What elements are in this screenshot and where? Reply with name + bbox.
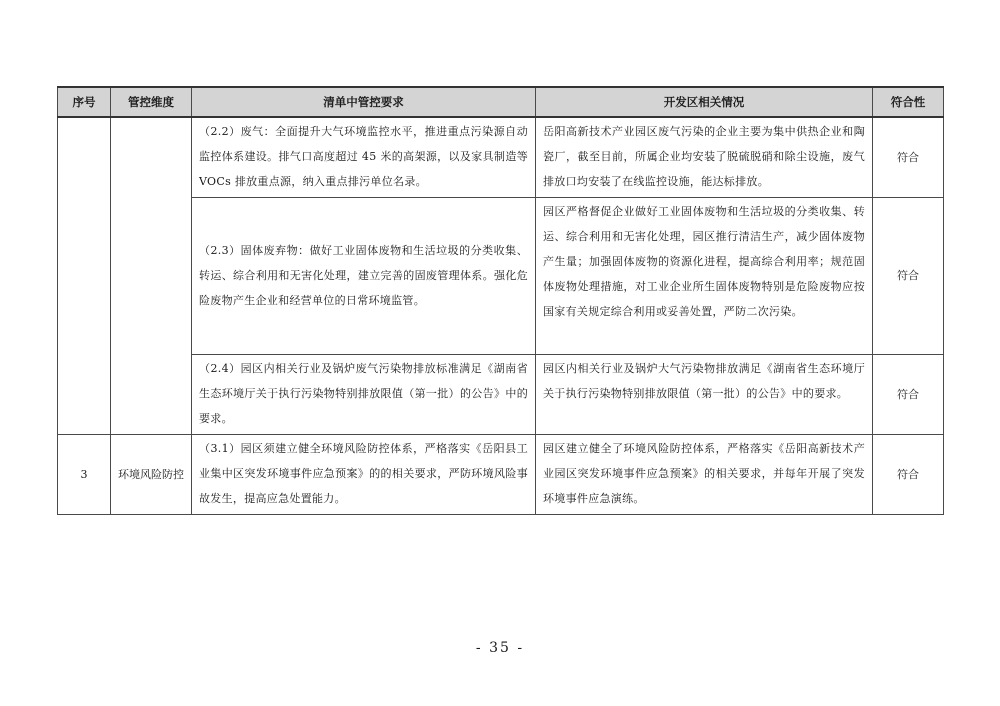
- requirement-cell: [192, 197, 536, 354]
- requirement-text: （2.2）废气：全面提升大气环境监控水平，推进重点污染源自动监控体系建设。排气口高度超过 45 米的高架源，以及家具制造等 VOCs 排放重点源，纳入重点排污单位名录。: [199, 125, 528, 188]
- requirement-text: （3.1）园区须建立健全环境风险防控体系，严格落实《岳阳县工业集中区突发环境事件应急预案》的的相关要求，严防环境风险事故发生，提高应急处置能力。: [199, 441, 528, 505]
- row-no: 3: [80, 467, 88, 481]
- compliance-text: 符合: [897, 467, 919, 481]
- row-no-cell: [58, 117, 111, 434]
- row-dimension: 环境风险防控: [118, 467, 184, 481]
- situation-text: 岳阳高新技术产业园区废气污染的企业主要为集中供热企业和陶瓷厂，截至目前，所属企业均安装了脱硫脱硝和除尘设施，废气排放口均安装了在线监控设施，能达标排放。: [543, 125, 865, 188]
- situation-text: 园区建立健全了环境风险防控体系，严格落实《岳阳高新技术产业园区突发环境事件应急预案》的相关要求，并每年开展了突发环境事件应急演练。: [543, 441, 865, 505]
- compliance-cell: [873, 354, 944, 434]
- requirement-cell: [192, 117, 536, 197]
- situation-cell: [536, 197, 873, 354]
- header-compliance: 符合性: [873, 87, 944, 117]
- requirement-cell: [192, 434, 536, 514]
- compliance-text: 符合: [897, 387, 919, 401]
- requirement-text: （2.4）园区内相关行业及锅炉废气污染物排放标准满足《湖南省生态环境厅关于执行污染物特别排放限值（第一批）的公告》中的要求。: [199, 361, 528, 425]
- requirement-cell: [192, 354, 536, 434]
- requirement-text: （2.3）固体废弃物：做好工业固体废物和生活垃圾的分类收集、转运、综合利用和无害化处理，建立完善的固废管理体系。强化危险废物产生企业和经营单位的日常环境监管。: [199, 244, 528, 307]
- situation-text: 园区严格督促企业做好工业固体废物和生活垃圾的分类收集、转运、综合利用和无害化处理，园区推行清洁生产，减少固体废物产生量；加强固体废物的资源化进程，提高综合利用率；规范固体废物处理措施，对工业企业所生固体废物特别是危险废物应按国家有关规定综合利用或妥善处置，严防二次污染。: [543, 204, 865, 318]
- compliance-cell: [873, 434, 944, 514]
- compliance-cell: [873, 117, 944, 197]
- row-dimension-cell: [111, 434, 192, 514]
- header-no: 序号: [58, 87, 111, 117]
- table-row: [58, 434, 944, 514]
- situation-cell: [536, 434, 873, 514]
- header-requirement: 清单中管控要求: [192, 87, 536, 117]
- page-number: - 35 -: [475, 640, 525, 656]
- table-header-row: [58, 87, 944, 117]
- situation-text: 园区内相关行业及锅炉大气污染物排放满足《湖南省生态环境厅关于执行污染物特别排放限值（第一批）的公告》中的要求。: [543, 361, 865, 400]
- row-dimension-cell: [111, 117, 192, 434]
- row-no-cell: [58, 434, 111, 514]
- header-dimension: 管控维度: [111, 87, 192, 117]
- table-row: [58, 117, 944, 197]
- situation-cell: [536, 354, 873, 434]
- compliance-cell: [873, 197, 944, 354]
- compliance-table: [57, 86, 944, 515]
- situation-cell: [536, 117, 873, 197]
- header-situation: 开发区相关情况: [536, 87, 873, 117]
- compliance-text: 符合: [897, 269, 919, 282]
- compliance-text: 符合: [897, 150, 919, 164]
